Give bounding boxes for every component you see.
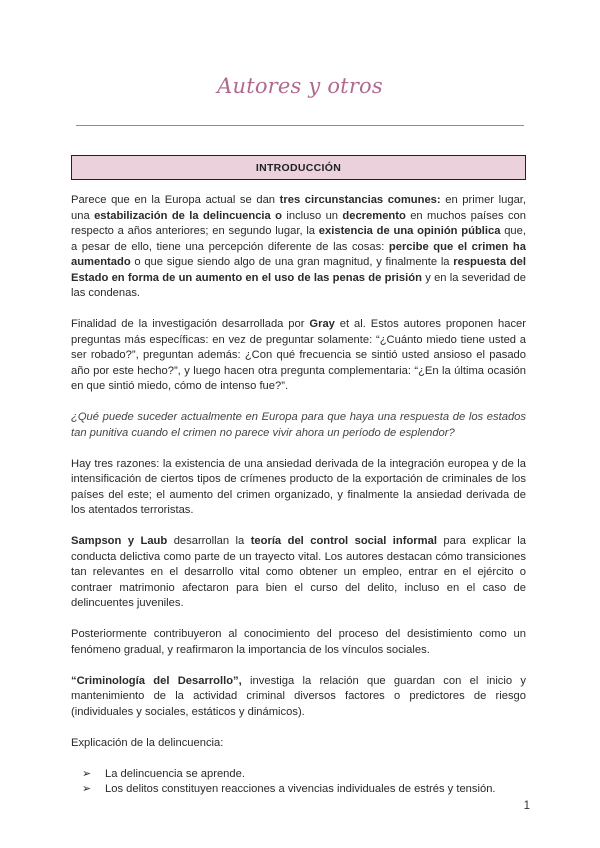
list-item: ➢ La delincuencia se aprende. xyxy=(71,767,526,783)
paragraph-circunstancias: Parece que en la Europa actual se dan tres circunstancias comunes: en primer lugar, una estabilización de la delincuencia o incluso un decremento en muchos países con respecto a años anteriores; en segundo lugar, la existencia de una opinión pública que, a pesar de ello, tiene una percepción diferente de las cosas: percibe que el crimen ha aumentado o que sigue siendo algo de una gran magnitud, y finalmente la respuesta del Estado en forma de un aumento en el uso de las penas de prisión y en la severidad de las condenas. xyxy=(71,194,527,299)
paragraph-criminologia-desarrollo: “Criminología del Desarrollo”, investiga la relación que guardan con el inicio y mantenimiento de la actividad criminal diversos factores o predictores de riesgo (individuales y sociales, estáticos y dinámicos). xyxy=(71,674,526,718)
paragraph-desistimiento: Posteriormente contribuyeron al conocimiento del proceso del desistimiento como un fenómeno gradual, y reafirmaron la importancia de los vínculos sociales. xyxy=(71,628,526,656)
paragraph-sampson-laub: Sampson y Laub desarrollan la teoría del control social informal para explicar la conducta delictiva como parte de un trayecto vital. Los autores destacan cómo transiciones tan relevantes en el desarrollo vital como obtener un empleo, entrar en el ejército o contraer matrimonio afectaron para bien el curso del delito, incluso en el caso de delincuentes juveniles. xyxy=(71,535,526,609)
page-number: 1 xyxy=(523,800,530,812)
arrow-bullet-icon: ➢ xyxy=(82,767,92,780)
arrow-bullet-icon: ➢ xyxy=(82,783,92,795)
document-title: Autores y otros xyxy=(217,74,383,98)
paragraph-razones: Hay tres razones: la existencia de una ansiedad derivada de la integración europea y de la intensificación de ciertos tipos de crímenes producto de la exportación de criminales de los países del este; el aumento del crimen organizado, y finalmente la ansiedad derivada de los atentados terroristas. xyxy=(71,457,526,516)
paragraph-gray: Finalidad de la investigación desarrollada por Gray et al. Estos autores proponen hacer preguntas más específicas: en vez de preguntar solamente: “¿Cuánto miedo tiene usted a ser robado?”, preguntan además: ¿Con qué frecuencia se sintió usted ansioso el pasado año por este hecho?”, y luego hacen otra pregunta complementaria: “¿En la última ocasión en que sintió miedo, cómo de intenso fue?”. xyxy=(71,318,527,392)
list-item: ➢ Los delitos constituyen reacciones a vivencias individuales de estrés y tensión. xyxy=(71,782,526,798)
title-divider xyxy=(76,125,524,126)
bullet-list xyxy=(71,767,526,798)
paragraph-explicacion: Explicación de la delincuencia: xyxy=(71,736,224,749)
section-title: INTRODUCCIÓN xyxy=(255,161,342,174)
section-header xyxy=(71,155,526,180)
paragraph-question: ¿Qué puede suceder actualmente en Europa para que haya una respuesta de los estados tan punitiva cuando el crimen no parece vivir ahora un período de esplendor? xyxy=(71,411,526,439)
document-body xyxy=(71,193,526,798)
